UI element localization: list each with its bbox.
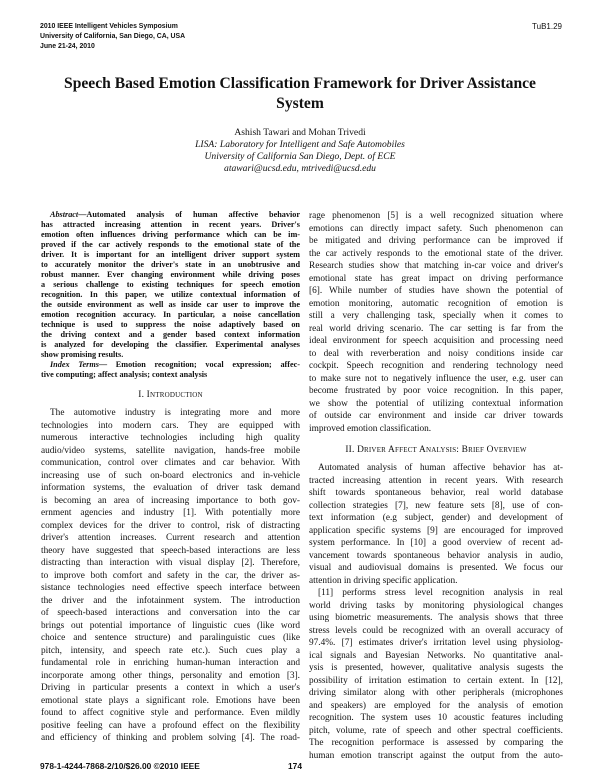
conference-dates: June 21-24, 2010 (40, 43, 95, 50)
text-line: still a very challenging task, specially when it comes to (309, 311, 563, 321)
text-line: world driving tasks by monitoring physiological changes (309, 600, 563, 611)
text-line: audio/video systems, satellite navigation, hands-free mobile (41, 445, 300, 456)
text-line: ideal environment for speech acquisition and processing need (309, 336, 563, 346)
text-line: shift towards spontaneous behavior, real world database (309, 488, 563, 498)
line-text: emotion recognition accuracy. In particular, a noise cancellation (41, 310, 300, 319)
line-text: proved if the car actively responds to the emotional state of the (41, 240, 300, 249)
text-line (41, 210, 300, 220)
text-line: numerous interactive technologies including high quality (41, 433, 300, 443)
text-line (41, 230, 300, 240)
session-code: TuB1.29 (532, 22, 562, 31)
line-text: recognition. In this paper, we utilize contextual information of (41, 290, 300, 299)
conference-header (40, 22, 185, 52)
text-line: to make sure not to negatively influence the user, e.g. user can (309, 373, 563, 384)
index-terms-label: Index Terms (50, 360, 99, 369)
text-line: sistance technologies need effective speech interface between (41, 583, 300, 593)
section-number: I. (138, 390, 145, 400)
line-text: show promising results. (41, 350, 124, 359)
text-line: information systems, the evaluation of driver task demand (41, 483, 300, 493)
text-line: and speakers) are employed for the analysis of emotion (309, 700, 563, 711)
text-line: rage phenomenon [5] is a well recognized situation where (309, 211, 563, 221)
paragraph (309, 462, 563, 587)
text-line: application specific systems [9] are encouraged for improved (309, 525, 563, 536)
text-line: fundamental role in enriching human-human interaction and (41, 658, 300, 668)
text-line: system performance. In [10] a good overview of recent ad- (309, 538, 563, 548)
text-line: tracted increasing attention in recent years. With research (309, 475, 563, 486)
text-line: driving similator along with other peripherals (microphones (309, 688, 563, 698)
text-line: attention in driving specific application. (309, 575, 458, 586)
paragraph (309, 210, 563, 435)
text-line: The automotive industry is integrating more and more (50, 408, 300, 418)
text-line: increasing use of such on-board electronics and in-vehicle (41, 470, 300, 481)
line-text: driver. It is important for an intelligent driver support system (41, 250, 300, 259)
text-line: emotional state has great impact on driving performance (309, 273, 563, 284)
text-line: real world driving scenario. The car setting is far from the (309, 323, 563, 334)
text-line: is becoming an area of increasing importance to both gov- (41, 495, 300, 506)
text-line: of speech-based interactions and conversation into the car (41, 608, 300, 618)
text-line (41, 290, 300, 300)
text-line: incorporate among other things, personality and emotion [3]. (41, 670, 300, 681)
line-text: has attracted increasing attention in recent years. Driver's (41, 220, 300, 229)
text-line: pitch, volume, rate of speech and other spectral coefficients. (309, 725, 563, 736)
line-text: emotion often influences driving performance which can be im- (41, 230, 300, 239)
text-line: communication, control over climates and car behavior. With (41, 458, 300, 468)
text-line (41, 340, 300, 350)
author-names: Ashish Tawari and Mohan Trivedi (234, 127, 366, 138)
text-line: choice and sentence structure) and paralinguistic cues (like (41, 633, 300, 643)
line-text: a serious challenge to existing techniques for speech emotion (41, 280, 300, 289)
abstract (41, 210, 300, 380)
text-line: emotions can directly impact safety. Such phenomenon can (309, 223, 563, 234)
abstract-label: Abstract (50, 210, 79, 219)
line-text: robust manner. Ever changing environment while driving poses (41, 270, 300, 279)
text-line: the driver and the infotainment system. The introduction (41, 595, 300, 606)
text-line: visual and audiovisual domains is presented. We focus our (309, 563, 563, 573)
line-text: —Automated analysis of human affective behavior (78, 210, 300, 219)
text-line: ysis is presented, however, qualitative analysis sugests the (309, 663, 563, 673)
author-block (100, 127, 500, 175)
line-text: technique is used to suppress the noise adaptively based on (41, 320, 300, 329)
author-affiliation: University of California San Diego, Dept. of ECE (204, 151, 396, 162)
text-line: [6]. While number of studies have shown the potential of (309, 286, 563, 296)
text-line: we show the potential of utilizing contextual information (309, 398, 563, 409)
footer-copyright: 978-1-4244-7868-2/10/$26.00 ©2010 IEEE (40, 761, 200, 771)
text-line (41, 350, 300, 360)
text-line: Research studies show that matching in-car voice and driver's (309, 261, 563, 271)
section-title: Driver Affect Analysis: Brief Overview (357, 445, 527, 455)
text-line: technologies into modern cars. They are equipped with (41, 420, 300, 431)
text-line (41, 360, 300, 370)
text-line: to deal with reverberation and noisy conditions inside car (309, 348, 563, 359)
paragraph (309, 587, 563, 762)
text-line: cockpit. Speech recognition and rendering technology need (309, 361, 563, 371)
text-line: text information (e.g subject, gender) and development of (309, 513, 563, 523)
text-line (41, 280, 300, 290)
conference-location: University of California, San Diego, CA, USA (40, 33, 186, 40)
text-line: stress levels could be recognized with an overall accuracy of (309, 625, 563, 636)
text-line (41, 320, 300, 330)
section-heading-introduction (41, 389, 300, 401)
text-line: found to affect cognitive style and performance. Even mildly (41, 708, 300, 718)
text-line: to improve both comfort and safety in the car, the driver as- (41, 570, 300, 581)
text-line: brings out potential importance of linguistic cues (like word (41, 620, 300, 631)
text-line: become frustrated by poor voice recognition. In this paper, (309, 386, 563, 396)
text-line (41, 260, 300, 270)
text-line: pitch, intensity, and speech rate etc.). Such cues play a (41, 645, 300, 656)
text-line: The recognition performace is assessed by comparing the (309, 738, 563, 748)
text-line: positive feeling can have a profound effect on the flexibility (41, 720, 300, 731)
text-line: emotion monitoring, automatic recognition of emotion is (309, 298, 563, 309)
text-line: human emotion transcript against the output from the auto- (309, 750, 563, 761)
text-line: complex devices for the driver to control, risk of distracting (41, 520, 300, 531)
conference-name: 2010 IEEE Intelligent Vehicles Symposium (40, 23, 178, 30)
title-line-2: System (276, 95, 324, 112)
paragraph (41, 407, 300, 745)
text-line: possibility of irritation estimation to certain extent. In [12], (309, 675, 563, 686)
paper-title (30, 74, 570, 114)
text-line: emotional state plays a significant role. Emotions have been (41, 695, 300, 706)
text-line: ernment agencies and industry [1]. With potentially more (41, 508, 300, 518)
text-line: the car actively responds to the emotional state of the driver. (309, 248, 563, 259)
line-text: — Emotion recognition; vocal expression; affec- (98, 360, 300, 369)
text-line (41, 370, 300, 380)
text-line (41, 310, 300, 320)
text-line: recognition. The system uses 10 acoustic features including (309, 713, 563, 723)
text-line: improved emotion classification. (309, 423, 432, 434)
title-line-1: Speech Based Emotion Classification Framework for Driver Assistance (64, 75, 536, 92)
text-line (41, 240, 300, 250)
text-line: and efficiency of thinking and problem solving [4]. The road- (41, 733, 300, 743)
left-column (41, 210, 300, 745)
text-line: of outside car environment and inside car driver towards (309, 411, 563, 421)
section-number: II. (345, 445, 355, 455)
text-line: Driving in particular presents a context in which a user's (41, 683, 300, 693)
author-emails: atawari@ucsd.edu, mtrivedi@ucsd.edu (224, 163, 376, 174)
text-line (41, 330, 300, 340)
text-line: theory have suggested that speech-based interactions are less (41, 545, 300, 556)
line-text: the outside environment as well as inside car user to improve the (41, 300, 300, 309)
text-line (41, 270, 300, 280)
text-line: collection strategies [7], new feature sets [8], use of con- (309, 500, 563, 511)
line-text: the driving context and a gender based context information (41, 330, 300, 339)
page-number: 174 (288, 761, 302, 771)
line-text: to accurately monitor the driver's state in an unobtrusive and (41, 260, 300, 269)
author-lab: LISA: Laboratory for Intelligent and Safe Automobiles (195, 139, 405, 150)
section-title: Introduction (146, 390, 203, 400)
text-line: [11] performs stress level recognition analysis in real (318, 588, 563, 598)
index-terms (41, 360, 300, 380)
text-line: using biometric measurements. The analysis shows that three (309, 613, 563, 623)
section-heading-driver-affect-analysis (309, 444, 563, 456)
text-line (41, 300, 300, 310)
text-line (41, 250, 300, 260)
right-column (309, 210, 563, 762)
line-text: is analyzed for developing the classifier. Experimental analyses (41, 340, 300, 349)
line-text: tive computing; affect analysis; context analysis (41, 370, 208, 379)
text-line: ical signals and Bayesian Networks. No quantitative anal- (309, 650, 563, 661)
text-line: Automated analysis of human affective behavior has at- (318, 463, 563, 473)
text-line: driver's attention increases. Current research and attention (41, 533, 300, 543)
text-line: vancement towards spontaneous behavior analysis in audio, (309, 550, 563, 561)
text-line: 97.4%. [7] estimates driver's irritation level using physiolog- (309, 638, 563, 648)
text-line: be mitigated and driving performance can be improved if (309, 236, 563, 246)
text-line (41, 220, 300, 230)
text-line: distracting than interaction with visual display [2]. Therefore, (41, 558, 300, 568)
